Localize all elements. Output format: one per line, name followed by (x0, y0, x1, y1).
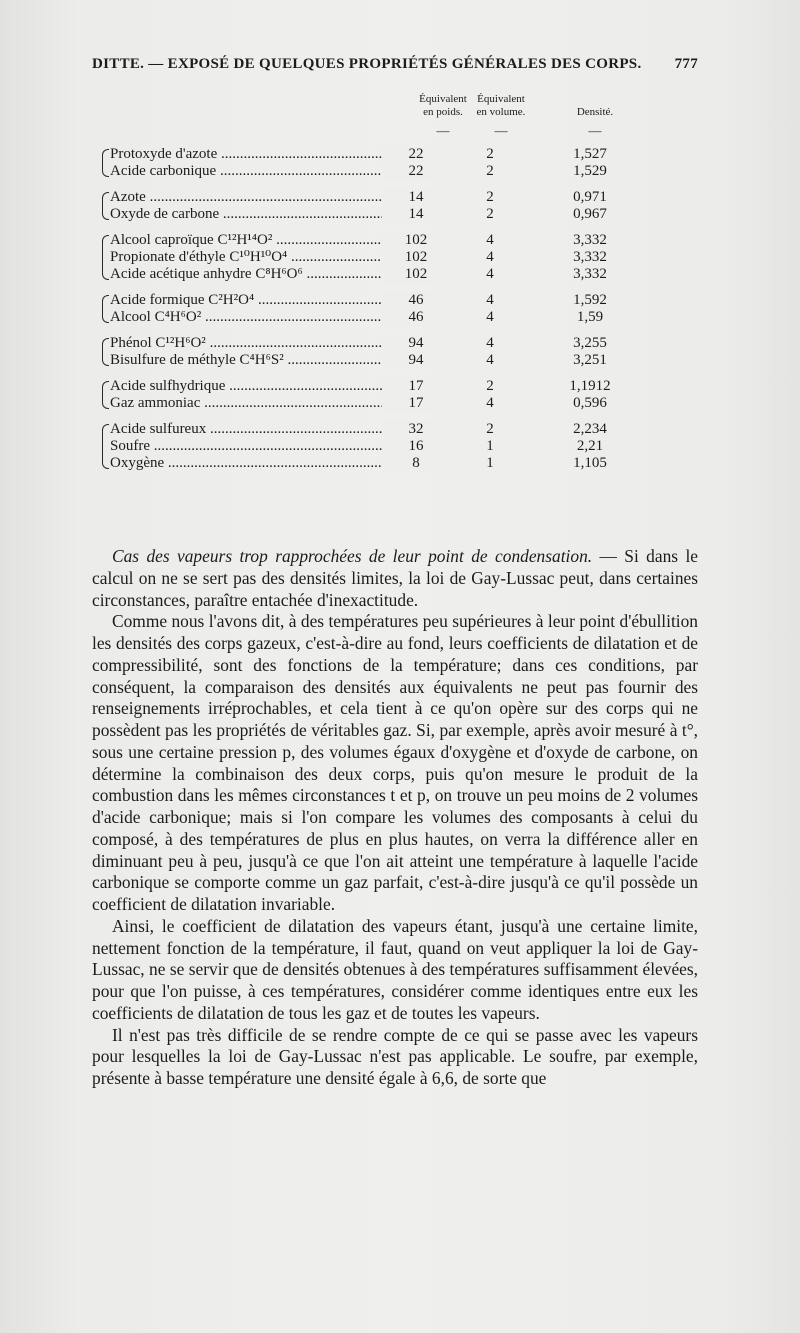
table-row: Alcool C⁴H⁶O² ..... 46 4 1,59 (110, 309, 685, 326)
brace (102, 338, 109, 366)
running-title: DITTE. — EXPOSÉ DE QUELQUES PROPRIÉTÉS GÉNÉRALES DES CORPS. (92, 56, 642, 72)
table-group (110, 232, 685, 283)
table-row: Acide formique C²H²O⁴ ..... 46 4 1,592 (110, 292, 685, 309)
table-row: Protoxyde d'azote ..... 22 2 1,527 (110, 146, 685, 163)
table-row: Oxyde de carbone ..... 14 2 0,967 (110, 206, 685, 223)
page-number: 777 (674, 56, 698, 72)
column-header-weight: Équivalent en poids. — (419, 93, 467, 138)
paragraph: Cas des vapeurs trop rapprochées de leur point de condensation. — Si dans le calcul on ne se sert pas des densités limites, la loi de Gay-Lussac peut, dans certaines circonstances, paraître entachée d'inexactitude. (92, 546, 699, 610)
brace (102, 149, 109, 177)
column-header-volume: Équivalent en volume. — (476, 93, 526, 138)
table-row: Acide acétique anhydre C⁸H⁶O⁶ ..... 102 4 3,332 (110, 266, 685, 283)
table-row: Bisulfure de méthyle C⁴H⁶S² ..... 94 4 3,251 (110, 352, 685, 369)
table-group (110, 335, 685, 369)
table-row: Acide sulfureux ..... 32 2 2,234 (110, 421, 685, 438)
table-row: Acide carbonique ..... 22 2 1,529 (110, 163, 685, 180)
table-row: Oxygène ..... 8 1 1,105 (110, 455, 685, 472)
brace (102, 235, 109, 280)
paragraph: Il n'est pas très difficile de se rendre compte de ce qui se passe avec les vapeurs pour lesquelles la loi de Gay-Lussac n'est pas applicable. Le soufre, par exemple, présente à basse température une densité égale à 6,6, de sorte que (92, 1024, 698, 1088)
brace (102, 192, 109, 220)
table-row: Acide sulfhydrique ..... 17 2 1,1912 (110, 378, 685, 395)
table-row: Propionate d'éthyle C¹⁰H¹⁰O⁴ ..... 102 4 3,332 (110, 249, 685, 266)
table-row: Alcool caproïque C¹²H¹⁴O² ..... 102 4 3,332 (110, 232, 685, 249)
table-row: Azote ..... 14 2 0,971 (110, 189, 685, 206)
table-group (110, 146, 685, 180)
table-row: Gaz ammoniac ..... 17 4 0,596 (110, 395, 685, 412)
body-text (92, 546, 698, 1090)
paragraph: Ainsi, le coefficient de dilatation des vapeurs étant, jusqu'à une certaine limite, nettement fonction de la température, il faut, quand on veut appliquer la loi de Gay-Lussac, ne se servir que de densités obtenues à des températures suffisamment élevées, pour que l'on puisse, à ces températures, considérer comme identiques entre eux les coefficients de dilatation de tous les gaz et de toutes les vapeurs. (92, 915, 698, 1023)
table-group (110, 421, 685, 472)
column-header-density: Densité. — (576, 106, 614, 138)
table-group (110, 189, 685, 223)
table-group (110, 292, 685, 326)
table-group (110, 378, 685, 412)
density-table (110, 146, 685, 481)
section-lead: Cas des vapeurs trop rapprochées de leur point de condensation. (112, 546, 593, 566)
table-row: Phénol C¹²H⁶O² ..... 94 4 3,255 (110, 335, 685, 352)
brace (102, 381, 109, 409)
brace (102, 295, 109, 323)
paragraph: Comme nous l'avons dit, à des températures peu supérieures à leur point d'ébullition les densités des corps gazeux, c'est-à-dire au fond, leurs coefficients de dilatation et de compressibilité, sont des fonctions de la température; dans ces conditions, par conséquent, la comparaison des densités aux équivalents ne peut pas fournir des renseignements irréprochables, et cela tient à ce qu'on opère sur des corps qui ne possèdent pas les propriétés de véritables gaz. Si, par exemple, après avoir mesuré à t°, sous une certaine pression p, des volumes égaux d'oxygène et d'oxyde de carbone, on détermine la combinaison des deux corps, puis qu'on mesure le produit de la combustion dans les mêmes circonstances t et p, on trouve un peu moins de 2 volumes d'acide carbonique; mais si l'on compare les volumes des composants à celui du composé, à des températures de plus en plus hautes, on verra la différence aller en diminuant peu à peu, jusqu'à ce que l'on ait atteint une température à laquelle l'acide carbonique se comporte comme un gaz parfait, c'est-à-dire jusqu'à ce qu'il possède un coefficient de dilatation invariable. (92, 611, 698, 914)
table-row: Soufre ..... 16 1 2,21 (110, 438, 685, 455)
brace (102, 424, 109, 469)
